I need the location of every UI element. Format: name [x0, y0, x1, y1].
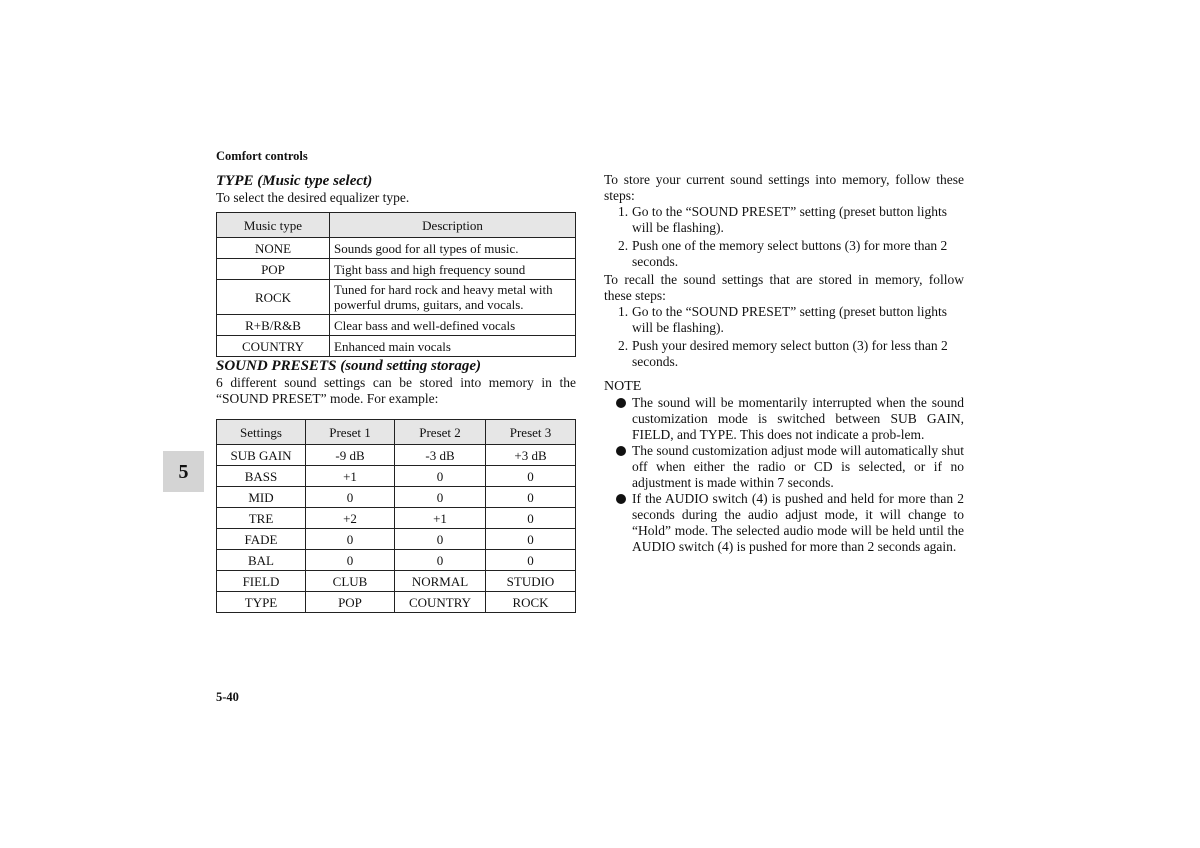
table-row — [217, 336, 576, 357]
preset-value-cell: -3 dB — [395, 445, 486, 466]
preset-value-cell: +1 — [395, 508, 486, 529]
left-column — [216, 172, 576, 613]
setting-name-cell: BASS — [217, 466, 306, 487]
note-text: The sound customization adjust mode will automatically shut off when either the radio or CD is selected, or if no adjustment is made within 7 seconds. — [632, 443, 964, 490]
list-item — [604, 443, 964, 491]
preset-value-cell: CLUB — [306, 571, 395, 592]
description-cell: Tuned for hard rock and heavy metal with powerful drums, guitars, and vocals. — [330, 280, 576, 315]
recall-steps — [604, 304, 964, 370]
table-row — [217, 508, 576, 529]
column-header: Preset 1 — [306, 420, 395, 445]
step-text: Go to the “SOUND PRESET” setting (preset button lights will be flashing). — [632, 304, 947, 335]
table-row — [217, 445, 576, 466]
presets-intro: 6 different sound settings can be stored into memory in the “SOUND PRESET” mode. For example: — [216, 375, 576, 406]
setting-name-cell: SUB GAIN — [217, 445, 306, 466]
list-item — [604, 338, 964, 370]
setting-name-cell: BAL — [217, 550, 306, 571]
step-number: 1. — [618, 204, 629, 219]
table-row — [217, 259, 576, 280]
recall-intro: To recall the sound settings that are stored in memory, follow these steps: — [604, 272, 964, 303]
music-type-cell: R+B/R&B — [217, 315, 330, 336]
setting-name-cell: TYPE — [217, 592, 306, 613]
list-item — [604, 491, 964, 555]
table-row — [217, 315, 576, 336]
table-row — [217, 571, 576, 592]
preset-value-cell: POP — [306, 592, 395, 613]
table-row — [217, 550, 576, 571]
column-header: Preset 2 — [395, 420, 486, 445]
table-row — [217, 529, 576, 550]
preset-value-cell: 0 — [395, 466, 486, 487]
preset-value-cell: 0 — [395, 529, 486, 550]
preset-value-cell: STUDIO — [486, 571, 576, 592]
description-cell: Enhanced main vocals — [330, 336, 576, 357]
column-header: Music type — [217, 213, 330, 238]
table-header-row — [217, 420, 576, 445]
column-header: Preset 3 — [486, 420, 576, 445]
preset-value-cell: 0 — [306, 550, 395, 571]
preset-value-cell: 0 — [395, 550, 486, 571]
table-row — [217, 466, 576, 487]
table-header-row — [217, 213, 576, 238]
step-text: Push one of the memory select buttons (3) for more than 2 seconds. — [632, 238, 948, 269]
column-header: Description — [330, 213, 576, 238]
preset-value-cell: 0 — [395, 487, 486, 508]
preset-value-cell: 0 — [306, 487, 395, 508]
store-intro: To store your current sound settings into memory, follow these steps: — [604, 172, 964, 203]
preset-value-cell: +3 dB — [486, 445, 576, 466]
step-text: Go to the “SOUND PRESET” setting (preset button lights will be flashing). — [632, 204, 947, 235]
bullet-icon — [616, 398, 626, 408]
preset-value-cell: 0 — [486, 550, 576, 571]
note-title: NOTE — [604, 379, 642, 394]
description-cell: Tight bass and high frequency sound — [330, 259, 576, 280]
preset-value-cell: 0 — [306, 529, 395, 550]
table-row — [217, 592, 576, 613]
list-item — [604, 395, 964, 443]
column-header: Settings — [217, 420, 306, 445]
preset-value-cell: 0 — [486, 466, 576, 487]
list-item — [604, 204, 964, 236]
music-type-cell: ROCK — [217, 280, 330, 315]
preset-value-cell: ROCK — [486, 592, 576, 613]
chapter-tab: 5 — [163, 451, 204, 492]
step-number: 1. — [618, 304, 629, 319]
music-type-cell: POP — [217, 259, 330, 280]
preset-value-cell: COUNTRY — [395, 592, 486, 613]
setting-name-cell: FIELD — [217, 571, 306, 592]
list-item — [604, 238, 964, 270]
table-row — [217, 487, 576, 508]
list-item — [604, 304, 964, 336]
step-number: 2. — [618, 338, 629, 353]
type-intro: To select the desired equalizer type. — [216, 190, 410, 205]
preset-value-cell: 0 — [486, 508, 576, 529]
page-number: 5-40 — [216, 690, 239, 704]
preset-value-cell: 0 — [486, 487, 576, 508]
type-heading: TYPE (Music type select) — [216, 173, 373, 189]
description-cell: Clear bass and well-defined vocals — [330, 315, 576, 336]
right-column — [604, 172, 964, 555]
preset-value-cell: 0 — [486, 529, 576, 550]
note-text: The sound will be momentarily interrupted when the sound customization mode is switched between SUB GAIN, FIELD, and TYPE. This does not indicate a prob-lem. — [632, 395, 964, 442]
bullet-icon — [616, 446, 626, 456]
table-row — [217, 238, 576, 259]
step-number: 2. — [618, 238, 629, 253]
store-steps — [604, 204, 964, 270]
section-header: Comfort controls — [216, 149, 308, 163]
music-type-cell: COUNTRY — [217, 336, 330, 357]
note-list — [604, 395, 964, 555]
preset-value-cell: NORMAL — [395, 571, 486, 592]
music-type-cell: NONE — [217, 238, 330, 259]
preset-value-cell: +2 — [306, 508, 395, 529]
preset-value-cell: +1 — [306, 466, 395, 487]
description-cell: Sounds good for all types of music. — [330, 238, 576, 259]
setting-name-cell: TRE — [217, 508, 306, 529]
step-text: Push your desired memory select button (3) for less than 2 seconds. — [632, 338, 948, 369]
setting-name-cell: FADE — [217, 529, 306, 550]
sound-presets-table — [216, 419, 576, 613]
note-text: If the AUDIO switch (4) is pushed and held for more than 2 seconds during the audio adjust mode, it will change to “Hold” mode. The selected audio mode will be held until the AUDIO switch (4) is pushed for more than 2 seconds again. — [632, 491, 964, 554]
table-row — [217, 280, 576, 315]
music-type-table — [216, 212, 576, 357]
setting-name-cell: MID — [217, 487, 306, 508]
preset-value-cell: -9 dB — [306, 445, 395, 466]
presets-heading: SOUND PRESETS (sound setting storage) — [216, 358, 482, 374]
bullet-icon — [616, 494, 626, 504]
